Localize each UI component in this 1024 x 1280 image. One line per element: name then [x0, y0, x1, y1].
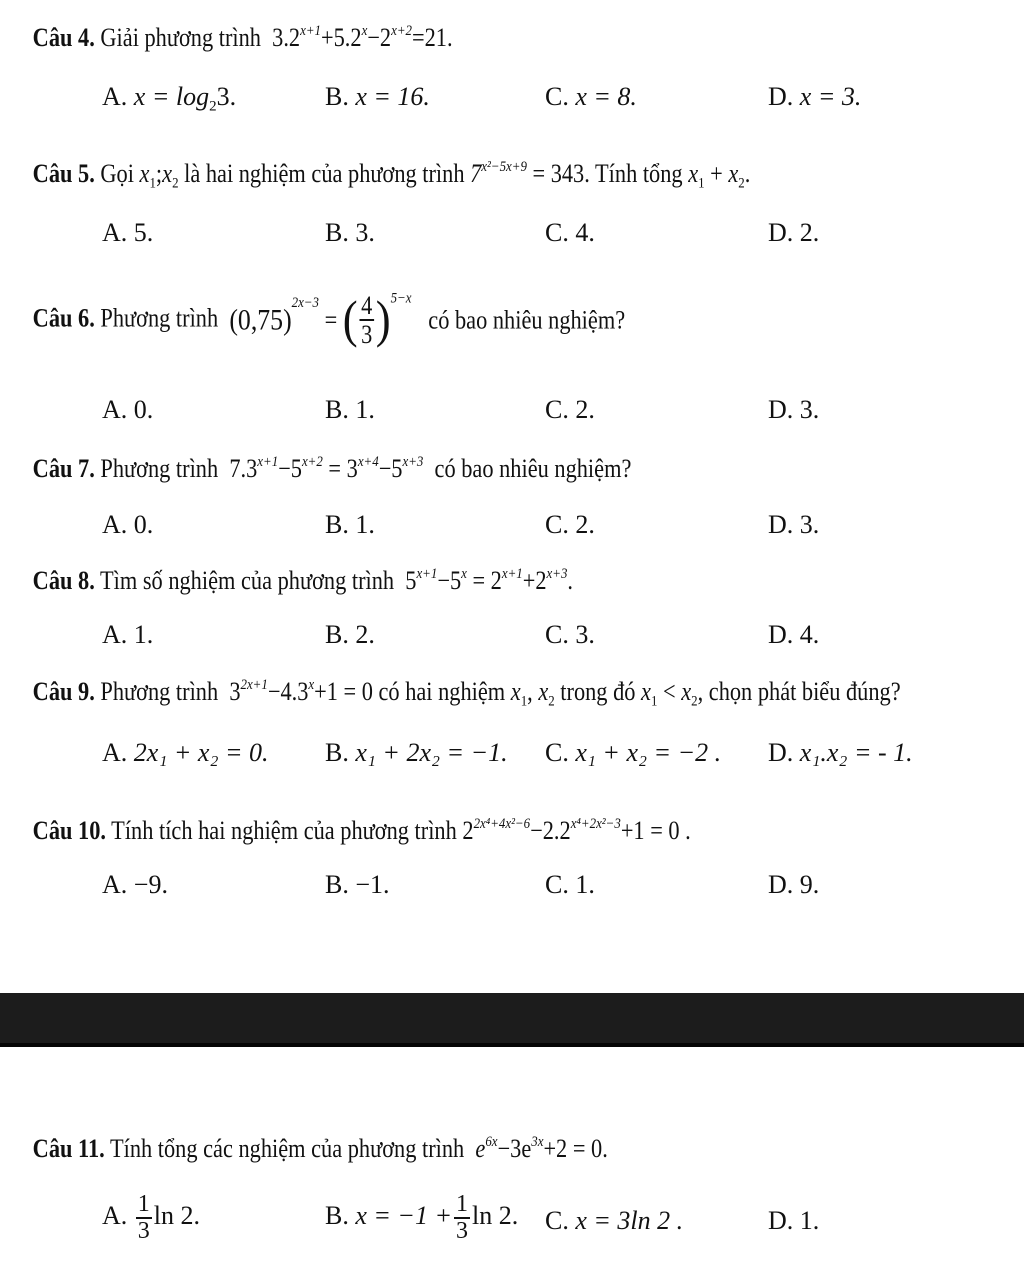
option-b[interactable]: B. x = 16.: [325, 82, 430, 111]
option-a[interactable]: A. $x = \log_23$.: [102, 82, 237, 115]
option-d[interactable]: D. 3.: [768, 510, 820, 539]
question-text: Giải phương trình: [100, 23, 261, 52]
option-d[interactable]: D. 9.: [768, 870, 820, 899]
question-label: Câu 9.: [32, 677, 95, 706]
option-c[interactable]: C. 4.: [545, 218, 595, 247]
question-label: Câu 11.: [32, 1134, 105, 1163]
option-c[interactable]: C. 1.: [545, 870, 595, 899]
option-b[interactable]: B. 3.: [325, 218, 375, 247]
option-c[interactable]: C. x = 8.: [545, 82, 637, 111]
option-a[interactable]: A. 0.: [102, 395, 154, 424]
option-b[interactable]: B. 1.: [325, 395, 375, 424]
question-label: Câu 4.: [32, 23, 95, 52]
option-a[interactable]: A. 2x₁ + x₂ = 0.: [102, 738, 269, 767]
option-d[interactable]: D. 3.: [768, 395, 820, 424]
divider-edge: [0, 1043, 1024, 1047]
option-c[interactable]: C. x₁ + x₂ = −2 .: [545, 738, 722, 767]
option-d[interactable]: D. 4.: [768, 620, 820, 649]
option-c[interactable]: C. 3.: [545, 620, 595, 649]
question-label: Câu 5.: [32, 159, 95, 188]
option-a[interactable]: A. $\frac{1}{3}$ ln 2.: [102, 1191, 201, 1245]
question-label: Câu 7.: [32, 454, 95, 483]
option-b[interactable]: B. x₁ + 2x₂ = −1.: [325, 738, 508, 767]
question-label: Câu 6.: [32, 303, 95, 333]
option-c[interactable]: C. x = 3ln 2 .: [545, 1206, 684, 1235]
question-label: Câu 10.: [32, 816, 106, 845]
option-a[interactable]: A. 0.: [102, 510, 154, 539]
option-c[interactable]: C. 2.: [545, 510, 595, 539]
option-d[interactable]: D. 1.: [768, 1206, 820, 1235]
option-a[interactable]: A. 5.: [102, 218, 154, 247]
dark-divider-bar: [0, 993, 1024, 1047]
equation: $3.2^{x+1}+5.2^x-2^{x+2}=21$.: [272, 22, 453, 52]
option-b[interactable]: B. x = −1 + $\frac{1}{3}$ ln 2.: [325, 1191, 519, 1245]
option-b[interactable]: B. 1.: [325, 510, 375, 539]
option-a[interactable]: A. −9.: [102, 870, 168, 899]
option-a[interactable]: A. 1.: [102, 620, 154, 649]
option-b[interactable]: B. −1.: [325, 870, 390, 899]
option-b[interactable]: B. 2.: [325, 620, 375, 649]
question-label: Câu 8.: [32, 566, 95, 595]
option-d[interactable]: D. x₁.x₂ = - 1.: [768, 738, 913, 767]
option-d[interactable]: D. 2.: [768, 218, 820, 247]
option-d[interactable]: D. x = 3.: [768, 82, 862, 111]
option-c[interactable]: C. 2.: [545, 395, 595, 424]
